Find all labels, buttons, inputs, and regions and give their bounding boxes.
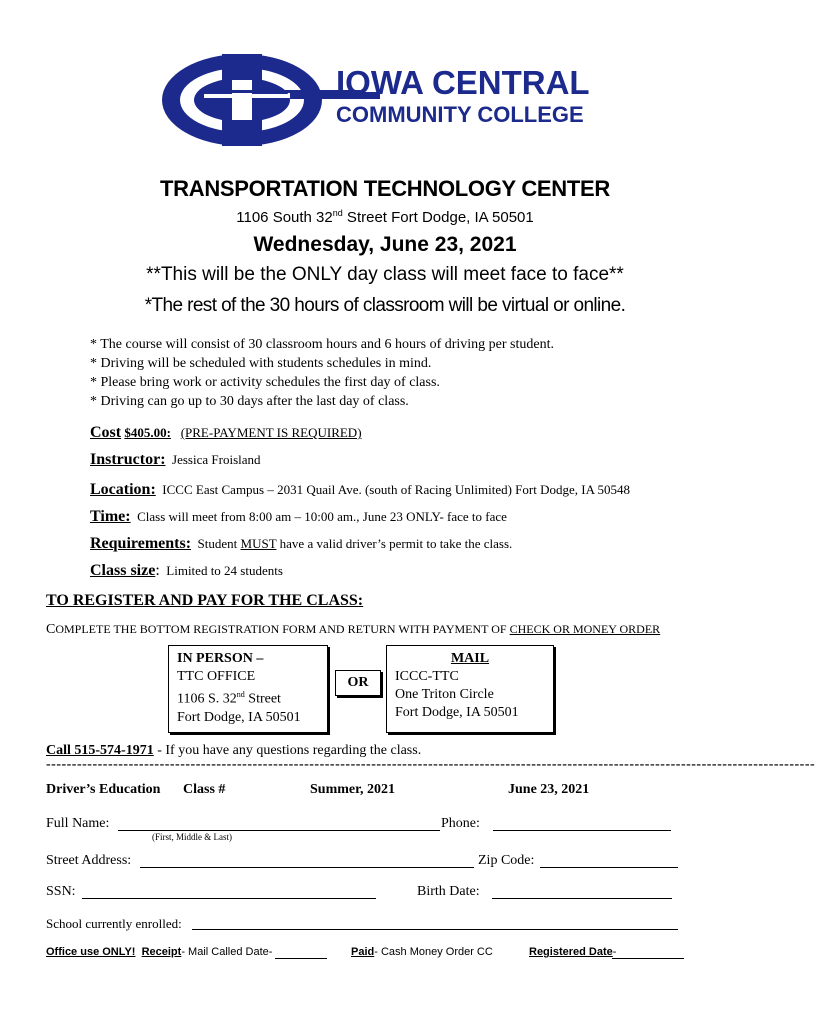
full-name-field[interactable] xyxy=(118,830,440,831)
in-person-line1: TTC OFFICE xyxy=(177,669,256,684)
phone-field[interactable] xyxy=(493,830,671,831)
zip-code-field[interactable] xyxy=(540,867,678,868)
birth-date-label: Birth Date: xyxy=(417,884,480,899)
requirements-pre: Student xyxy=(197,536,241,551)
receipt-date-field[interactable] xyxy=(275,958,327,959)
register-sub-rest: OMPLETE THE BOTTOM REGISTRATION FORM AND RETURN WITH PAYMENT OF xyxy=(55,622,510,636)
in-person-line3: Fort Dodge, IA 50501 xyxy=(177,709,301,725)
street-address-field[interactable] xyxy=(140,867,474,868)
requirements-row xyxy=(90,535,512,553)
mail-line3: Fort Dodge, IA 50501 xyxy=(395,705,519,720)
office-use-row xyxy=(46,946,272,958)
college-logo xyxy=(160,50,620,150)
in-person-line2 xyxy=(177,686,319,709)
paid-row xyxy=(351,946,493,958)
time-row xyxy=(90,508,507,526)
in-person-line2-post: Street xyxy=(244,691,281,707)
mail-line2: One Triton Circle xyxy=(395,687,494,702)
register-heading: TO REGISTER AND PAY FOR THE CLASS: xyxy=(46,592,364,609)
birth-date-field[interactable] xyxy=(492,898,672,899)
bullet-item: * Driving can go up to 30 days after the last day of class. xyxy=(90,394,409,409)
bullet-item: * Please bring work or activity schedules the first day of class. xyxy=(90,375,440,390)
time-label: Time: xyxy=(90,508,131,525)
registered-row xyxy=(529,946,616,958)
logo-line1: IOWA CENTRAL xyxy=(336,64,590,101)
zip-code-label: Zip Code: xyxy=(478,853,535,868)
paid-text: - Cash Money Order CC xyxy=(374,946,493,958)
in-person-line2-pre: 1106 S. 32 xyxy=(177,691,237,707)
receipt-text: - Mail Called Date- xyxy=(181,946,273,958)
class-size-label: Class size xyxy=(90,562,156,579)
in-person-line2-sup: nd xyxy=(236,690,245,699)
time-value: Class will meet from 8:00 am – 10:00 am., June 23 ONLY- face to face xyxy=(137,509,507,524)
college-seal-icon xyxy=(160,50,620,150)
in-person-heading: IN PERSON – xyxy=(177,651,264,666)
mail-line1: ICCC-TTC xyxy=(395,669,459,684)
or-box: OR xyxy=(335,670,381,696)
class-size-value: Limited to 24 students xyxy=(166,563,283,578)
school-field[interactable] xyxy=(192,929,678,930)
cut-line: ----------------------------------------------------------------------------------------------------------------------------------------------------- xyxy=(46,757,815,772)
instructor-value: Jessica Froisland xyxy=(172,452,261,467)
registered-label: Registered Date xyxy=(529,946,613,958)
phone-label: Phone: xyxy=(441,816,480,831)
requirements-post: have a valid driver’s permit to take the class. xyxy=(276,536,513,551)
cost-value: $405.00: xyxy=(124,425,171,440)
full-name-hint: (First, Middle & Last) xyxy=(152,832,232,842)
bullet-item: * The course will consist of 30 classroom hours and 6 hours of driving per student. xyxy=(90,337,555,352)
page-title: TRANSPORTATION TECHNOLOGY CENTER xyxy=(160,176,610,201)
street-address-label: Street Address: xyxy=(46,853,132,868)
location-label: Location: xyxy=(90,481,156,498)
logo-line2: COMMUNITY COLLEGE xyxy=(336,102,584,127)
requirements-label: Requirements: xyxy=(90,535,192,552)
class-size-colon: : xyxy=(155,562,160,579)
notice-virtual: *The rest of the 30 hours of classroom will be virtual or online. xyxy=(144,295,626,316)
school-label: School currently enrolled: xyxy=(46,916,182,931)
in-person-box xyxy=(168,645,328,733)
call-text: - If you have any questions regarding the class. xyxy=(153,743,422,758)
ssn-field[interactable] xyxy=(82,898,376,899)
instructor-row xyxy=(90,451,261,469)
paid-label: Paid xyxy=(351,946,375,958)
register-instructions xyxy=(46,622,660,638)
location-value: ICCC East Campus – 2031 Quail Ave. (south of Racing Unlimited) Fort Dodge, IA 50548 xyxy=(162,482,631,497)
registered-text: - xyxy=(612,946,617,958)
full-name-label: Full Name: xyxy=(46,816,110,831)
drivers-ed-label: Driver’s Education xyxy=(46,782,161,797)
form-date-label: June 23, 2021 xyxy=(508,782,590,797)
address-sup: nd xyxy=(332,208,343,218)
office-use-label: Office use ONLY! xyxy=(46,946,136,958)
registered-date-field[interactable] xyxy=(612,958,684,959)
class-date: Wednesday, June 23, 2021 xyxy=(253,233,517,256)
bullet-item: * Driving will be scheduled with students schedules in mind. xyxy=(90,356,432,371)
address-post: Street Fort Dodge, IA 50501 xyxy=(342,209,534,226)
register-sub-link: CHECK OR MONEY ORDER xyxy=(509,622,661,636)
ssn-label: SSN: xyxy=(46,884,76,899)
notice-face-to-face: **This will be the ONLY day class will meet face to face** xyxy=(146,264,624,285)
course-bullets xyxy=(90,335,554,411)
address-pre: 1106 South 32 xyxy=(236,209,333,226)
call-label: Call 515-574-1971 xyxy=(46,743,154,758)
register-sub-first: C xyxy=(46,622,56,637)
location-row xyxy=(90,481,630,499)
cost-label: Cost xyxy=(90,424,122,441)
class-number-label: Class # xyxy=(183,782,226,797)
cost-row xyxy=(90,424,362,442)
season-label: Summer, 2021 xyxy=(310,782,396,797)
receipt-label: Receipt xyxy=(141,946,182,958)
class-size-row xyxy=(90,562,283,580)
cost-note: (PRE-PAYMENT IS REQUIRED) xyxy=(180,425,362,440)
instructor-label: Instructor: xyxy=(90,451,166,468)
mail-heading: MAIL xyxy=(450,651,490,666)
requirements-must: MUST xyxy=(240,536,277,551)
center-address xyxy=(0,208,770,226)
mail-box xyxy=(386,645,554,733)
